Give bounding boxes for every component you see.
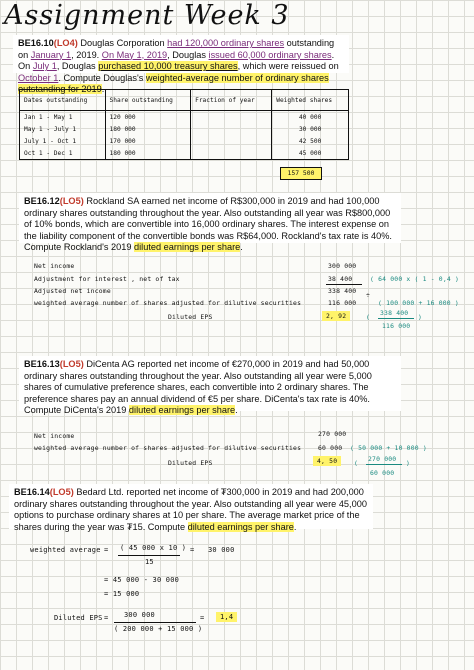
table-row: July 1 - Oct 1 170 000 42 500 — [20, 135, 349, 147]
learning-objective: (LO4) — [53, 38, 78, 48]
col-header: Fraction of year — [191, 90, 272, 111]
table-row: Oct 1 - Dec 1 180 000 45 000 — [20, 147, 349, 160]
col-header: Dates outstanding — [20, 90, 106, 111]
page-title: Assignment Week 3 — [4, 0, 290, 31]
question-id: BE16.12 — [24, 196, 60, 206]
work-step: = 45 000 - 30 000 — [104, 576, 180, 584]
question-id: BE16.13 — [24, 359, 60, 369]
work-value: 338 400 — [328, 287, 357, 295]
fraction-denominator: 116 000 — [382, 322, 411, 330]
diluted-eps-result: 2, 92 — [322, 311, 350, 321]
fraction-numerator: ( 45 000 x 10 ) — [120, 544, 187, 552]
table-row: May 1 - July 1 180 000 30 000 — [20, 123, 349, 135]
fraction-numerator: 300 000 — [124, 611, 155, 619]
diluted-eps-result: 4, 50 — [313, 456, 341, 466]
question-card-be16-13: BE16.13(LO5) DiCenta AG reported net income of €270,000 in 2019 and had 50,000 ordinary shares outstanding throughout the year. Also outstanding all year were 5,000 shares of cumulative preference shares, each convertible into 2 ordinary shares. The preference shares pay an annual dividend of €5 per share. DiCenta's tax rate is 40%. Compute DiCenta's 2019 diluted earnings per share. — [19, 356, 401, 411]
work-value: 270 000 — [318, 430, 347, 438]
divide-sign: ÷ — [366, 291, 371, 299]
diluted-eps-result: 1,4 — [216, 612, 237, 622]
table-row: Jan 1 - May 1 120 000 40 000 — [20, 111, 349, 124]
question-card-be16-14: BE16.14(LO5) Bedard Ltd. reported net income of ₮300,000 in 2019 and had 200,000 ordinary shares outstanding throughout the year. Also outstanding all year were 45,000 options to purchase ordinary shares at 10 per share. The average market price of the shares during the year was ₮15. Compute diluted earnings per share. — [9, 484, 373, 529]
work-label: Diluted EPS — [54, 614, 103, 622]
fraction-denominator: ( 200 000 + 15 000 ) — [114, 625, 203, 633]
fraction-denominator: 60 000 — [370, 469, 395, 477]
work-label: Net income — [34, 262, 75, 270]
work-label: Diluted EPS — [168, 459, 213, 467]
work-note: ( 64 000 x ( 1 - 0,4 ) — [370, 275, 460, 283]
work-value: 60 000 — [318, 444, 343, 452]
weighted-total: 157 500 — [280, 167, 322, 180]
work-step: = 15 000 — [104, 590, 140, 598]
fraction-numerator: 338 400 — [380, 309, 409, 317]
col-header: Share outstanding — [105, 90, 191, 111]
work-value: 300 000 — [328, 262, 357, 270]
question-card-be16-10: BE16.10(LO4) Douglas Corporation had 120,000 ordinary shares outstanding on January 1, 2019. On May 1, 2019, Douglas issued 60,000 ordinary shares. On July 1, Douglas purchased 10,000 treasury shares, which were reissued on October 1. Compute Douglas's weighted-average number of ordinary shares outstanding for 2019. — [13, 35, 349, 73]
col-header: Weighted shares — [272, 90, 349, 111]
work-label: weighted average number of shares adjusted for dilutive securities — [34, 444, 302, 452]
work-label: Adjustment for interest , net of tax — [34, 275, 180, 283]
question-id: BE16.14 — [14, 487, 50, 497]
question-card-be16-12: BE16.12(LO5) Rockland SA earned net income of R$300,000 in 2019 and had 100,000 ordinary shares outstanding throughout the year. Also outstanding all year was R$800,000 of 10% bonds, which are convertible into 16,000 ordinary shares. The interest expense on the liability component of the convertible bonds was R$64,000. Rockland's tax rate is 40%. Compute Rockland's 2019 diluted earnings per share. — [19, 193, 401, 243]
learning-objective: (LO5) — [59, 196, 84, 206]
fraction-denominator: 15 — [145, 558, 154, 566]
work-label: Adjusted net income — [34, 287, 111, 295]
work-value: 30 000 — [208, 546, 235, 554]
work-note: ( 100 000 + 16 000 ) — [378, 299, 459, 307]
question-id: BE16.10 — [18, 38, 54, 48]
work-label: weighted average — [30, 546, 101, 554]
learning-objective: (LO5) — [49, 487, 74, 497]
table-header-row — [20, 90, 349, 111]
work-note: ( 50 000 + 10 000 ) — [350, 444, 427, 452]
fraction-numerator: 270 000 — [368, 455, 397, 463]
work-label: weighted average number of shares adjusted for dilutive securities — [34, 299, 302, 307]
work-value: 116 000 — [328, 299, 357, 307]
work-label: Diluted EPS — [168, 313, 213, 321]
learning-objective: (LO5) — [59, 359, 84, 369]
weighted-shares-table — [19, 89, 349, 160]
work-value: 38 400 — [328, 275, 353, 283]
work-label: Net income — [34, 432, 75, 440]
